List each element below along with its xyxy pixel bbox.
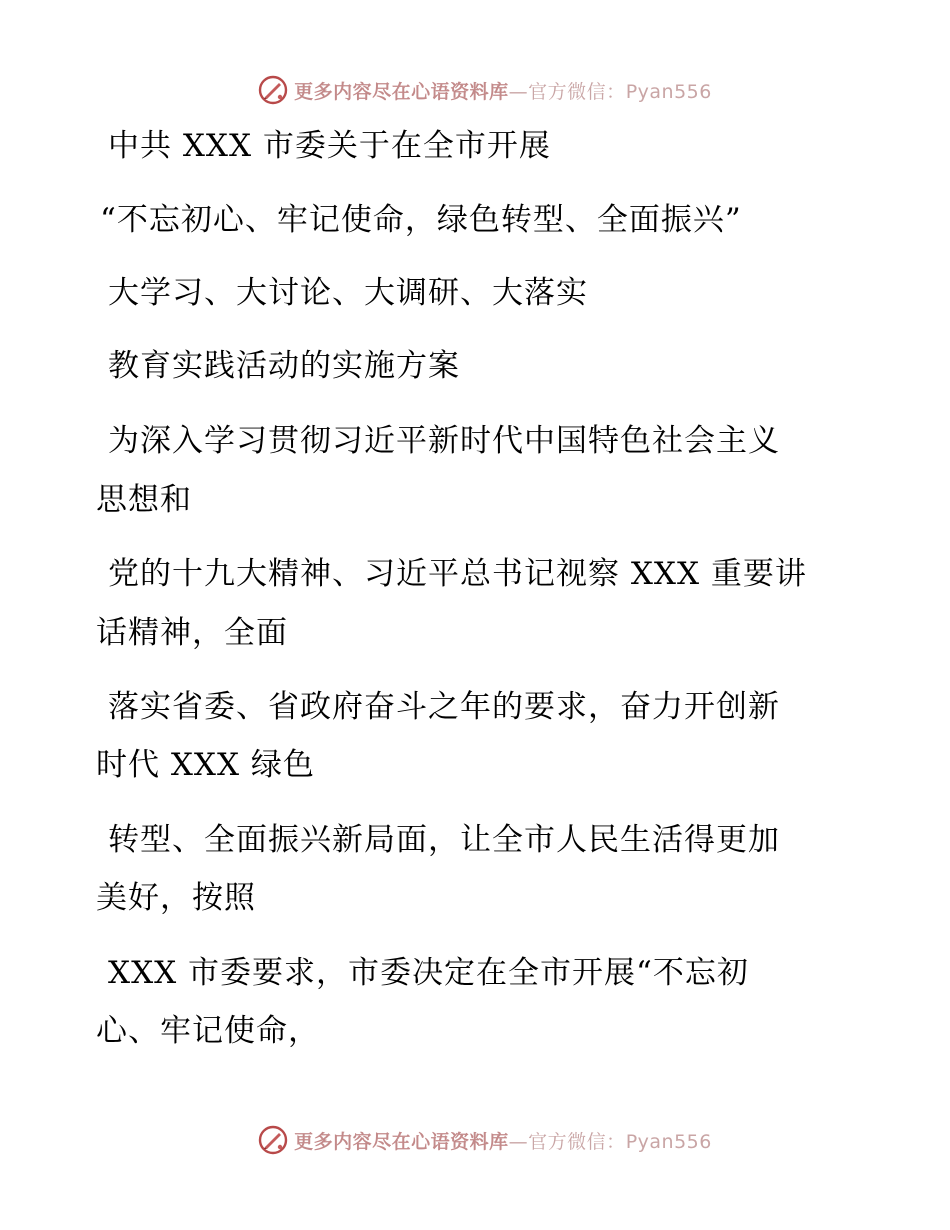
doc-title-line-2: “不忘初心、牢记使命，绿色转型、全面振兴”: [100, 202, 742, 238]
doc-title-line-3: 大学习、大讨论、大调研、大落实: [108, 275, 588, 311]
watermark-separator: —: [508, 1130, 529, 1153]
watermark-text: [294, 1127, 712, 1154]
paragraph-line: 转型、全面振兴新局面，让全市人民生活得更加: [108, 822, 780, 858]
watermark-text: [294, 77, 712, 104]
paragraph-line: 心、牢记使命，: [96, 1013, 320, 1049]
watermark-brand: 更多内容尽在心语资料库: [294, 80, 509, 103]
paragraph-line: 为深入学习贯彻习近平新时代中国特色社会主义: [108, 423, 780, 459]
paragraph-line: 思想和: [96, 482, 192, 518]
paragraph-line: XXX 市委要求，市委决定在全市开展“不忘初: [108, 955, 749, 991]
doc-title-line-1: 中共 XXX 市委关于在全市开展: [108, 128, 551, 164]
paragraph-line: 落实省委、省政府奋斗之年的要求，奋力开创新: [108, 689, 780, 725]
watermark-brand: 更多内容尽在心语资料库: [294, 1130, 509, 1153]
watermark-id: Pyan556: [625, 80, 712, 103]
paragraph-line: 美好，按照: [96, 880, 256, 916]
watermark-id: Pyan556: [625, 1130, 712, 1153]
paragraph-line: 话精神，全面: [96, 615, 288, 651]
watermark-separator: —: [508, 80, 529, 103]
quill-logo-icon: [258, 1125, 288, 1155]
watermark-official: 官方微信：: [528, 1130, 626, 1153]
doc-title-line-4: 教育实践活动的实施方案: [108, 348, 460, 384]
watermark-official: 官方微信：: [528, 80, 626, 103]
header-watermark: [0, 70, 950, 110]
paragraph-line: 时代 XXX 绿色: [96, 747, 315, 783]
quill-logo-icon: [258, 75, 288, 105]
footer-watermark: [0, 1120, 950, 1160]
paragraph-line: 党的十九大精神、习近平总书记视察 XXX 重要讲: [108, 556, 807, 592]
